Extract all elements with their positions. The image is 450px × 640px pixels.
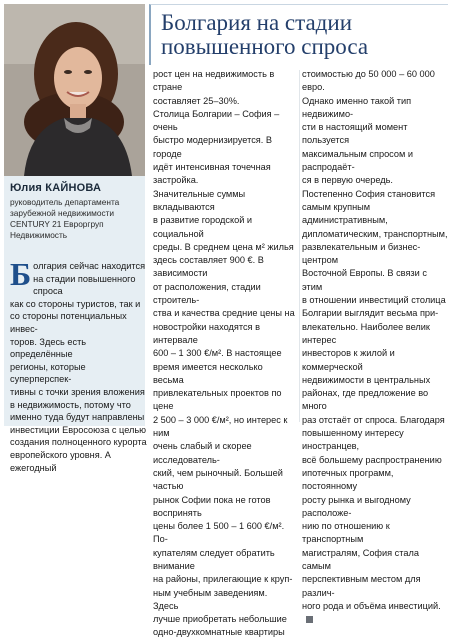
author-portrait-image <box>4 4 145 176</box>
column-divider <box>299 70 300 422</box>
body-column-middle: рост цен на недвижимость в стране составляет 25–30%. Столица Болгарии – София – очень быстро модернизируется. В городе идёт интенсивная точечная застройка. Значительные суммы вкладываются в развитие городской и социальной среды. В среднем цена м² жилья здесь составляет 900 €. В зависимости от расположения, стадии строитель- ства и качества средние цены на новостройки находятся в интервале 600 – 1 300 €/м². В настоящее время имеется несколько весьма привлекательных проектов по цене 2 500 – 3 000 €/м², но интерес к ним очень слабый и скорее исследователь- ский, чем рыночный. Большей частью рынок Софии пока не готов воспринять цены более 1 500 – 1 600 €/м². По- купателям следует обратить внимание на районы, прилегающие к круп- ным учебным заведениям. Здесь лучше приобретать небольшие одно-двухкомнатные квартиры <box>153 69 295 638</box>
author-photo <box>4 4 145 176</box>
article-title: Болгария на стадии повышенного спроса <box>161 10 369 59</box>
author-info <box>10 182 145 241</box>
right-column-text: стоимостью до 50 000 – 60 000 евро. Однако именно такой тип недвижимо- сти в настоящий момент пользуется максимальным спросом и распродаёт- ся в первую очередь. Постепенно София становится самым крупным административным, дипломатическим, транспортным, развлекательным и бизнес-центром Восточной Европы. В связи с этим в отношении инвестиций столица Болгарии выглядит весьма при- влекательно. Наиболее велик интерес инвесторов к жилой и коммерческой недвижимости в центральных районах, где предложение во много раз отстаёт от спроса. Благодаря повышенному интересу иностранцев, всё большему распространению ипотечных программ, постоянному росту рынка и выгодному расположе- нию по отношению к транспортным магистралям, София стала самым перспективным местом для различ- ного рода и объёма инвестиций. <box>302 69 448 611</box>
headline-box <box>149 4 448 65</box>
author-role: руководитель департамента зарубежной недвижимости CENTURY 21 Евроргруп Недвижимость <box>10 197 120 240</box>
drop-cap: Б <box>10 256 32 292</box>
intro-text: олгария сейчас находится на стадии повышенного спроса как со стороны туристов, так и со стороны потенциальных инвес- торов. Здесь есть определённые регионы, которые суперперспек- тивны с точки зрения вложения в недвижимость, потому что именно туда будут направлены инвестиции Евросоюза с целью создания полноценного курорта европейского уровня. А ежегодный <box>10 261 147 473</box>
intro-paragraph <box>10 256 148 474</box>
author-sidebar <box>4 4 147 473</box>
body-column-right <box>302 68 448 626</box>
end-square-icon <box>306 616 313 623</box>
author-name: Юлия КАЙНОВА <box>10 182 102 194</box>
